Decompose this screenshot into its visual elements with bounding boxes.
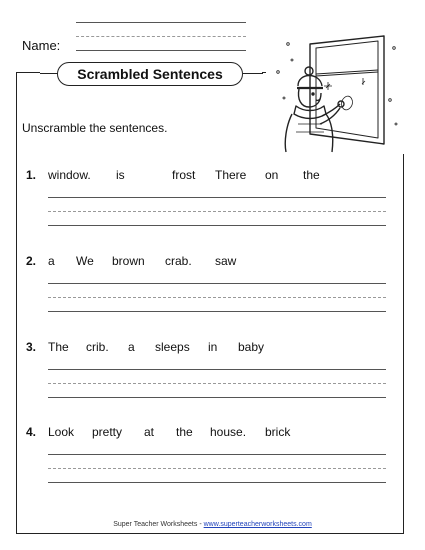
scrambled-word: at — [144, 425, 155, 439]
question-number: 3. — [26, 340, 37, 354]
child-at-frosty-window-icon — [266, 28, 406, 154]
scrambled-word: in — [208, 340, 218, 354]
scrambled-word: sleeps — [155, 340, 190, 354]
answer-line[interactable] — [48, 225, 386, 226]
answer-line[interactable] — [48, 311, 386, 312]
scrambled-word: Look — [48, 425, 75, 439]
footer-link[interactable]: www.superteacherworksheets.com — [203, 521, 312, 528]
name-line-top — [76, 22, 246, 23]
scrambled-word: a — [128, 340, 135, 354]
name-write-line[interactable] — [76, 50, 246, 51]
scrambled-word: a — [48, 254, 55, 268]
instructions: Unscramble the sentences. — [22, 121, 168, 135]
answer-guide-line — [48, 211, 386, 212]
scrambled-word: house. — [210, 425, 247, 439]
scrambled-word: window. — [48, 168, 91, 182]
title-connector-left — [40, 73, 58, 74]
name-line-dashed — [76, 36, 246, 37]
scrambled-word: frost — [172, 168, 196, 182]
answer-line[interactable] — [48, 454, 386, 455]
scrambled-word: There — [215, 168, 247, 182]
answer-line[interactable] — [48, 482, 386, 483]
worksheet-title: Scrambled Sentences — [57, 62, 243, 86]
scrambled-word: The — [48, 340, 69, 354]
question-number: 2. — [26, 254, 37, 268]
answer-guide-line — [48, 383, 386, 384]
answer-line[interactable] — [48, 197, 386, 198]
question-number: 1. — [26, 168, 37, 182]
scrambled-word: brick — [265, 425, 291, 439]
scrambled-word: saw — [215, 254, 237, 268]
answer-line[interactable] — [48, 369, 386, 370]
scrambled-word: the — [176, 425, 193, 439]
answer-line[interactable] — [48, 283, 386, 284]
answer-line[interactable] — [48, 397, 386, 398]
footer-brand: Super Teacher Worksheets — [113, 521, 198, 528]
scrambled-word: We — [76, 254, 94, 268]
title-connector-right — [243, 73, 263, 74]
scrambled-word: brown — [112, 254, 145, 268]
answer-guide-line — [48, 297, 386, 298]
scrambled-word: baby — [238, 340, 265, 354]
scrambled-word: crab. — [165, 254, 192, 268]
name-label: Name: — [22, 38, 61, 53]
question-number: 4. — [26, 425, 37, 439]
scrambled-word: crib. — [86, 340, 109, 354]
scrambled-word: pretty — [92, 425, 123, 439]
footer-separator: - — [197, 521, 204, 528]
answer-guide-line — [48, 468, 386, 469]
footer — [0, 521, 425, 528]
scrambled-word: the — [303, 168, 320, 182]
scrambled-word: on — [265, 168, 279, 182]
scrambled-word: is — [116, 168, 125, 182]
